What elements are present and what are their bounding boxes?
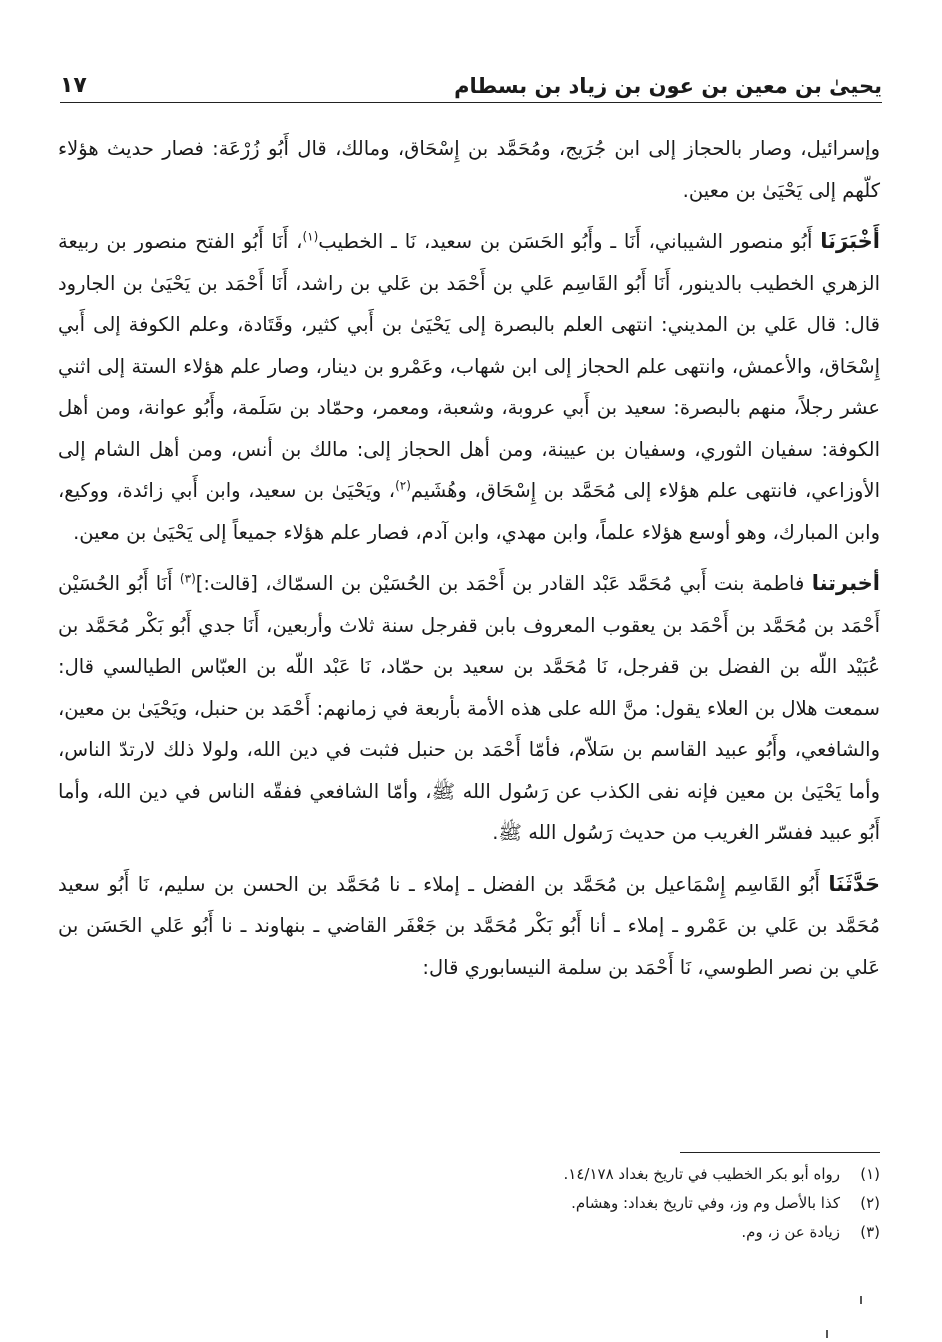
paragraph-text: وإسرائيل، وصار بالحجاز إلى ابن جُرَيج، ومُحَمَّد بن إِسْحَاق، ومالك، قال أَبُو زُرْعَة: فصار حديث هؤلاء كلّهم إلى يَحْيَىٰ بن معين.: [58, 137, 880, 202]
paragraph-3: [58, 563, 880, 854]
footnote-number: (٢): [860, 1194, 880, 1212]
paragraph-lead: أَخْبَرَنَا: [820, 229, 880, 253]
page-number: ١٧: [60, 73, 87, 98]
footnote-text: رواه أبو بكر الخطيب في تاريخ بغداد ١٤/١٧٨.: [563, 1165, 840, 1183]
footnote-2: [58, 1189, 880, 1218]
paragraph-2: [58, 221, 880, 553]
paragraph-lead: حَدَّثَنَا: [828, 871, 880, 896]
paragraph-text: أَبُو منصور الشيباني، أَنَا ـ وأَبُو الحَسَن بن سعيد، نَا ـ الخطيب: [318, 230, 821, 253]
scan-speck: [860, 1296, 862, 1304]
footnote-number: (٣): [860, 1223, 880, 1241]
scan-speck: [826, 1330, 828, 1338]
footnote-text: كذا بالأصل وم وز، وفي تاريخ بغداد: وهشام.: [571, 1194, 840, 1212]
footnote-divider: [680, 1152, 880, 1153]
footnote-reference[interactable]: (٢): [395, 478, 411, 493]
body-text: [58, 128, 880, 998]
paragraph-text: ، أَنَا أَبُو الفتح منصور بن ربيعة الزهري الخطيب بالدينور، أَنَا أَبُو القَاسِم عَلي بن أَحْمَد بن عَلي بن راشد، أَنَا أَحْمَد بن يَحْيَىٰ بن الجارود قال: قال عَلي بن المديني: انتهى العلم بالبصرة إلى يَحْيَىٰ بن أَبي كثير، وقَتَادة، وعلم الكوفة إلى أَبي إِسْحَاق، والأعمش، وانتهى علم الحجاز إلى ابن شهاب، وعَمْرو بن دينار، وصار علم هؤلاء الستة إلى اثني عشر رجلاً، منهم بالبصرة: سعيد بن أَبي عروبة، وشعبة، ومعمر، وحمّاد بن سَلَمة، وأَبُو عوانة، ومن أهل الكوفة: سفيان الثوري، وسفيان بن عيينة، ومن أهل الحجاز إلى: مالك بن أنس، ومن أهل الشام إلى الأوزاعي، فانتهى علم هؤلاء إلى مُحَمَّد بن إِسْحَاق، وهُشَيم: [58, 230, 880, 502]
running-title: يحيىٰ بن معين بن عون بن زياد بن بسطام: [454, 74, 882, 98]
footnote-reference[interactable]: (٣): [179, 571, 196, 586]
paragraph-1: [58, 128, 880, 211]
footnote-number: (١): [860, 1165, 880, 1183]
footnote-text: زيادة عن ز، وم.: [741, 1223, 840, 1241]
paragraph-text: أَنَا أَبُو الحُسَيْن أَحْمَد بن مُحَمَّد بن أَحْمَد بن يعقوب المعروف بابن قفرجل سنة ثلاث وأربعين، أَنَا جدي أَبُو بَكْر مُحَمَّد بن عُبَيْد اللّه بن الفضل بن قفرجل، نَا مُحَمَّد بن سعيد بن حمّاد، نَا عَبْد اللّه بن العبّاس الطيالسي قال: سمعت هلال بن العلاء يقول: منَّ الله على هذه الأمة بأربعة في زمانهم: أَحْمَد بن حنبل، ويَحْيَىٰ بن معين، والشافعي، وأَبُو عبيد القاسم بن سَلاّم، فأمّا أَحْمَد بن حنبل فثبت في دين الله، ولولا ذلك لارتدّ الناس، وأما يَحْيَىٰ بن معين فإنه نفى الكذب عن رَسُول الله ﷺ، وأمّا الشافعي ففقّه الناس في دين الله، وأما أَبُو عبيد ففسّر الغريب من حديث رَسُول الله ﷺ.: [58, 572, 880, 844]
running-header: [60, 58, 882, 103]
paragraph-text: فاطمة بنت أَبي مُحَمَّد عَبْد القادر بن أَحْمَد بن الحُسَيْن بن السمّاك، [قالت:]: [195, 572, 812, 595]
footnote-reference[interactable]: (١): [302, 229, 319, 244]
paragraph-lead: أخبرتنا: [811, 571, 880, 595]
paragraph-text: ، ويَحْيَىٰ بن سعيد، وابن أَبي زائدة، ووكيع، وابن المبارك، وهو أوسع هؤلاء علماً، وابن مهدي، وابن آدم، فصار علم هؤلاء جميعاً إلى يَحْيَىٰ بن معين.: [58, 479, 880, 544]
paragraph-text: أَبُو القَاسِم إِسْمَاعيل بن مُحَمَّد بن الفضل ـ إملاء ـ نا مُحَمَّد بن الحسن بن سليم، نَا أَبُو سعيد مُحَمَّد بن عَلي بن عَمْرو ـ إملاء ـ أنا أَبُو بَكْر مُحَمَّد بن جَعْفَر القاضي ـ بنهاوند ـ نا أَبُو عَلي الحَسَن بن عَلي بن نصر الطوسي، نَا أَحْمَد بن سلمة النيسابوري قال:: [58, 872, 880, 979]
footnote-3: [58, 1218, 880, 1247]
footnote-1: [58, 1160, 880, 1189]
footnotes: [58, 1160, 880, 1247]
paragraph-4: [58, 864, 880, 989]
